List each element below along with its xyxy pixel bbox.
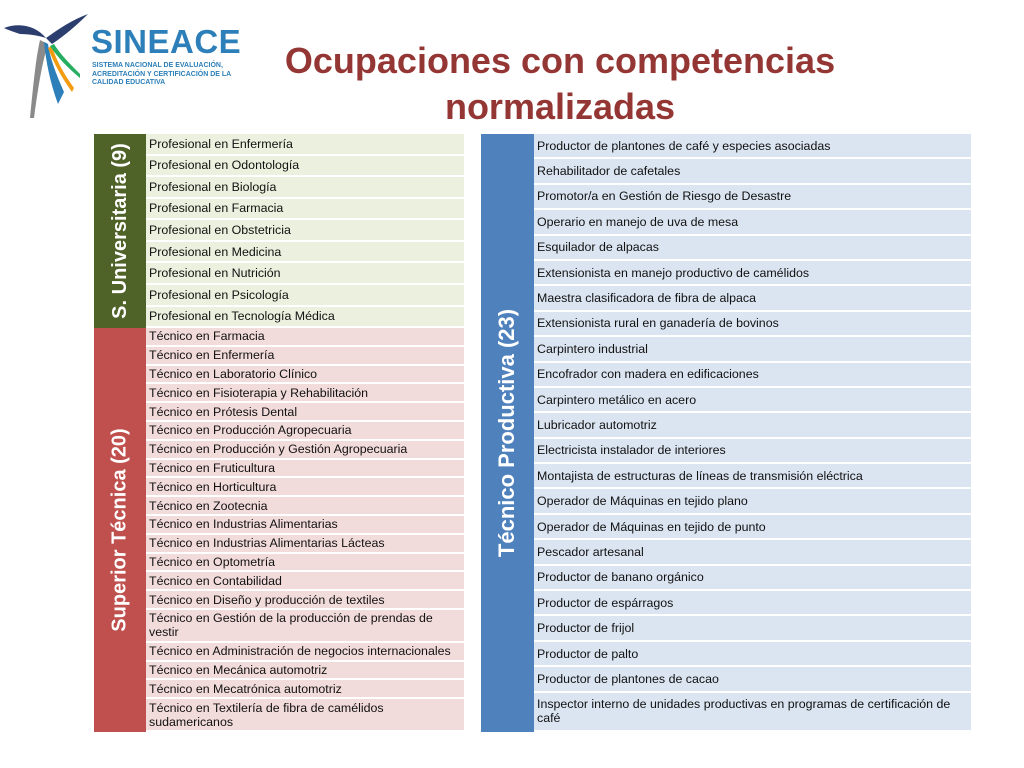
table-row: Técnico en Horticultura [146, 478, 464, 497]
table-row: Técnico en Mecatrónica automotriz [146, 680, 464, 699]
table-row: Esquilador de alpacas [534, 236, 971, 261]
group-universitaria [94, 134, 464, 328]
table-row: Técnico en Zootecnia [146, 497, 464, 516]
table-row: Profesional en Odontología [146, 156, 464, 178]
table-row: Electricista instalador de interiores [534, 439, 971, 464]
table-row: Profesional en Biología [146, 177, 464, 199]
table-row: Productor de plantones de café y especies asociadas [534, 134, 971, 159]
group-label-text: Superior Técnica (20) [109, 428, 131, 632]
table-row: Rehabilitador de cafetales [534, 159, 971, 184]
table-row: Técnico en Prótesis Dental [146, 403, 464, 422]
sineace-logo [0, 4, 242, 122]
logo-subtitle: SISTEMA NACIONAL DE EVALUACIÓN, ACREDITACIÓN Y CERTIFICACIÓN DE LA CALIDAD EDUCATIVA [92, 62, 231, 86]
table-row: Técnico en Textilería de fibra de camélidos sudamericanos [146, 699, 464, 732]
table-row: Productor de plantones de cacao [534, 667, 971, 692]
table-row: Operario en manejo de uva de mesa [534, 210, 971, 235]
table-row: Carpintero metálico en acero [534, 388, 971, 413]
table-row: Profesional en Psicología [146, 285, 464, 307]
rows-superior-tecnica [146, 328, 464, 732]
table-row: Montajista de estructuras de líneas de transmisión eléctrica [534, 464, 971, 489]
table-row: Carpintero industrial [534, 337, 971, 362]
table-row: Inspector interno de unidades productivas en programas de certificación de café [534, 693, 971, 732]
table-row: Técnico en Fisioterapia y Rehabilitación [146, 384, 464, 403]
table-row: Profesional en Obstetricia [146, 220, 464, 242]
table-row: Lubricador automotriz [534, 413, 971, 438]
table-row: Técnico en Industrias Alimentarias [146, 516, 464, 535]
table-row: Profesional en Enfermería [146, 134, 464, 156]
table-row: Extensionista en manejo productivo de camélidos [534, 261, 971, 286]
table-row: Técnico en Diseño y producción de textiles [146, 591, 464, 610]
table-row: Profesional en Medicina [146, 242, 464, 264]
table-row: Técnico en Industrias Alimentarias Lácteas [146, 535, 464, 554]
table-row: Técnico en Contabilidad [146, 572, 464, 591]
rows-tecnico-productiva [534, 134, 971, 732]
table-row: Encofrador con madera en edificaciones [534, 363, 971, 388]
table-row: Técnico en Producción y Gestión Agropecuaria [146, 441, 464, 460]
group-superior-tecnica [94, 328, 464, 732]
group-label-tecnico-productiva [481, 134, 534, 732]
table-row: Extensionista rural en ganadería de bovinos [534, 312, 971, 337]
table-row: Promotor/a en Gestión de Riesgo de Desastre [534, 185, 971, 210]
right-occupations-table [481, 134, 971, 732]
page-title: Ocupaciones con competencias normalizadas [284, 40, 836, 127]
table-row: Técnico en Farmacia [146, 328, 464, 347]
group-label-superior-tecnica [94, 328, 146, 732]
table-row: Profesional en Tecnología Médica [146, 307, 464, 329]
table-row: Técnico en Optometría [146, 554, 464, 573]
table-row: Operador de Máquinas en tejido plano [534, 489, 971, 514]
table-row: Productor de palto [534, 642, 971, 667]
table-row: Productor de banano orgánico [534, 566, 971, 591]
table-row: Operador de Máquinas en tejido de punto [534, 515, 971, 540]
table-row: Técnico en Fruticultura [146, 460, 464, 479]
table-row: Productor de frijol [534, 616, 971, 641]
group-label-universitaria [94, 134, 146, 328]
group-label-text: S. Universitaria (9) [109, 143, 131, 319]
table-row: Pescador artesanal [534, 540, 971, 565]
table-row: Profesional en Farmacia [146, 199, 464, 221]
table-row: Técnico en Gestión de la producción de prendas de vestir [146, 610, 464, 643]
table-row: Técnico en Laboratorio Clínico [146, 366, 464, 385]
table-row: Técnico en Enfermería [146, 347, 464, 366]
table-row: Técnico en Administración de negocios internacionales [146, 643, 464, 662]
logo-brand-text: SINEACE [91, 23, 242, 60]
rows-universitaria [146, 134, 464, 328]
table-row: Maestra clasificadora de fibra de alpaca [534, 286, 971, 311]
table-row: Técnico en Producción Agropecuaria [146, 422, 464, 441]
bird-logo-icon [0, 8, 92, 126]
group-label-text: Técnico Productiva (23) [494, 308, 520, 558]
table-row: Productor de espárragos [534, 591, 971, 616]
table-row: Técnico en Mecánica automotriz [146, 662, 464, 681]
table-row: Profesional en Nutrición [146, 263, 464, 285]
